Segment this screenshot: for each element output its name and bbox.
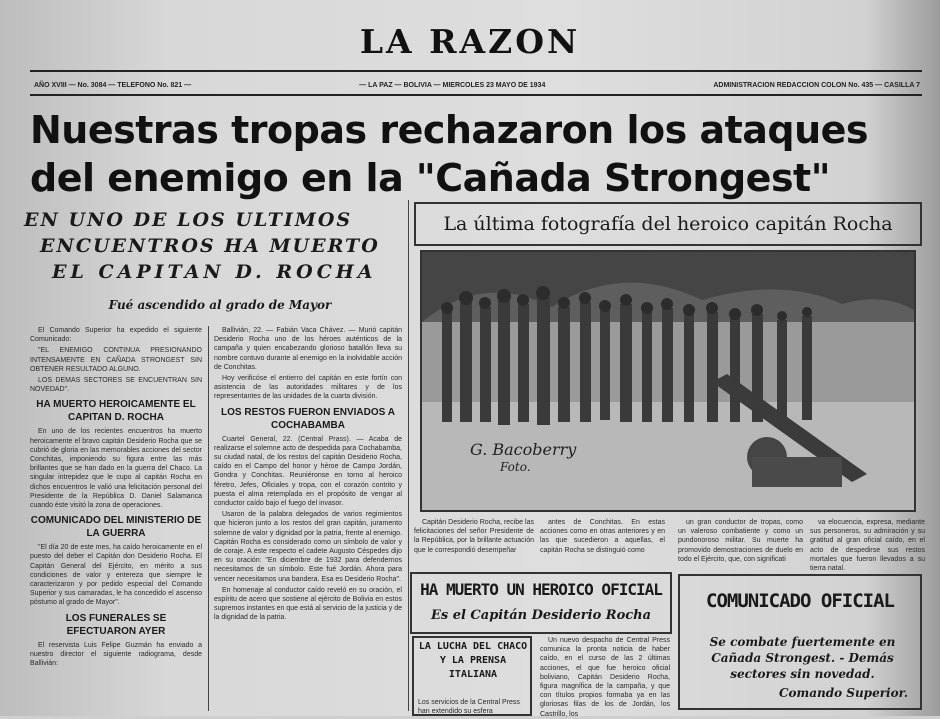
- column-divider: [408, 200, 409, 711]
- chaco-press-title: LA LUCHA DEL CHACO Y LA PRENSA ITALIANA: [418, 641, 528, 680]
- info-bar-right: ADMINISTRACION REDACCION COLON No. 435 — CASILLA 7: [713, 81, 920, 89]
- dispatch-paragraph: Un nuevo despacho de Central Press comunica la pronta noticia de haber caído, en el curso de las 2 últimas acciones, el que fue heroico oficial boliviano, Capitán Desiderio Rocha, figura magnífica de la campaña, y que con títulos propios formaba ya en las gloriosas filas de los de Jordán, los Castrillo, los: [540, 637, 670, 718]
- col1-paragraph: "EL ENEMIGO CONTINUA PRESIONANDO INTENSAMENTE EN CAÑADA STRONGEST SIN OBTENER RESULTADO ALGUNO.: [30, 347, 202, 373]
- chaco-press-text: Los servicios de la Central Press han extendido su esfera: [418, 699, 520, 716]
- photo-text: un gran conductor de tropas, como un valeroso combatiente y como un pundonoroso militar. Su muerte ha promovido demostraciones de duelo en todo el Ejército, que, con significati: [678, 519, 803, 563]
- photo-caption: La última fotografía del heroico capitán Rocha: [443, 213, 893, 235]
- photo-text: Capitán Desiderio Rocha, recibe las felicitaciones del señor Presidente de la República, por la brillante actuación que le correspondió desempeñar: [414, 519, 534, 554]
- col2-paragraph: Cuartel General, 22. (Central Prass). — Acaba de realizarse el solemne acto de despedida para Cochabamba, su ciudad natal, de los restos del capitán Desiderio Rocha, caído en el Campo del honor y héroe de Campo Jordán, Gondra y Conchitas. Reuniéronse en torno al heroico féretro, Jefes, Oficiales y tropa, con el corazón contrito y puesta el alma retemplada en el propósito de vengar al conductor caído bajo el fuego del invasor.: [214, 435, 402, 508]
- col1-paragraph: El Comando Superior ha expedido el siguiente Comunicado:: [30, 327, 202, 344]
- heroic-officer-subtitle: Es el Capitán Desiderio Rocha: [430, 608, 652, 623]
- col1-paragraph: En uno de los recientes encuentros ha muerto heroicamente el bravo capitán Desiderio Rocha que se cubrió de gloria en las memorables acciones del sector Conchitas, imponiendo su figura entre las más brillantes que se han dado en la guerra del Chaco. La singular intrepidez que le cupo al capitán Rocha en dichos encuentros le valió una felicitación personal del Presidente de la República D. Daniel Salamanca cuando éste visitó la zona de operaciones.: [30, 428, 202, 510]
- masthead-title: LA RAZON: [359, 22, 581, 61]
- subhead-line2: ENCUENTROS HA MUERTO: [40, 235, 380, 257]
- official-communique-title: COMUNICADO OFICIAL: [706, 590, 894, 612]
- col1-paragraph: LOS DEMAS SECTORES SE ENCUENTRAN SIN NOVEDAD".: [30, 377, 202, 394]
- subhead-line1: EN UNO DE LOS ULTIMOS: [24, 209, 353, 231]
- article-column-1: [30, 326, 202, 711]
- chaco-press-box: [412, 636, 532, 716]
- col2-paragraph: En homenaje al conductor caído reveló en su oración, el espíritu de acero que sostiene al ejército de Bolivia en estos supremos instantes en que está al servicio de la justicia y de la dignidad de la patria.: [214, 586, 402, 622]
- photo-text-col3: [678, 518, 803, 568]
- photo-caption-box: [414, 202, 922, 246]
- official-communique-text: Se combate fuertemente en Cañada Strongest. - Demás sectores sin novedad.: [709, 635, 896, 681]
- ascended-note: Fué ascendido al grado de Mayor: [108, 298, 332, 312]
- info-bar-center: — LA PAZ — BOLIVIA — MIERCOLES 23 MAYO DE 1934: [359, 81, 546, 89]
- masthead-rule-top: [30, 70, 922, 72]
- main-headline-line2: del enemigo en la "Cañada Strongest": [30, 156, 831, 200]
- photo-text-col4: [810, 518, 925, 573]
- info-bar-left: AÑO XVIII — No. 3084 — TELEFONO No. 821 —: [34, 81, 192, 89]
- col1-section-heading: COMUNICADO DEL MINISTERIO DE LA GUERRA: [30, 515, 202, 540]
- subhead-line3: EL CAPITAN D. ROCHA: [52, 261, 377, 283]
- photo-credit: G. Bacoberry: [470, 440, 577, 459]
- col2-paragraph: Usaron de la palabra delegados de varios regimientos que hicieron junto a los restos del gran capitán, juramento solemne de valor y dignidad por la patria, frente al enemigo. Capitán Rocha es considerado como un símbolo de valor y de coraje. A este respecto el cadete Augusto Céspedes dijo en su oración: "En diciembre de 1932 para defendernos necesitamos de un símbolo. Este fué Jordán. Ahora para vencer necesitamos una bandera. Esa es Desiderio Rocha".: [214, 511, 402, 583]
- heroic-officer-title: HA MUERTO UN HEROICO OFICIAL: [420, 580, 662, 599]
- col2-paragraph: Hoy verificóse el entierro del capitán en este fortín con asistencia de las autoridades militares y de los representantes de las unidades de la cuarta división.: [214, 375, 402, 401]
- dispatch-text: [540, 636, 670, 718]
- masthead-rule-bottom: [30, 94, 922, 96]
- col1-section-heading: LOS FUNERALES SE EFECTUARON AYER: [65, 612, 167, 637]
- official-communique-box: [678, 574, 922, 710]
- photo-credit-label: Foto.: [500, 460, 531, 474]
- col1-paragraph: El reservista Luis Felipe Guzmán ha enviado a nuestro director el siguiente radiograma, desde Ballivián:: [30, 641, 202, 668]
- photo-text: va elocuencia, expresa, mediante sus personeros, su admiración y su gratitud al gran oficial caído, en el acto de despedirse sus restos mortales que fueron llevados a su tierra natal.: [810, 519, 925, 573]
- photo-text-col2: [540, 518, 665, 568]
- info-bar: [34, 79, 920, 91]
- col2-paragraph: Ballivián, 22. — Fabián Vaca Chávez. — Murió capitán Desiderio Rocha uno de los héroes auténticos de la campaña y quien encabezando glorioso batallón lleva su nombre contuvo durante al enemigo en la inolvidable acción de Conchitas.: [214, 327, 402, 371]
- col1-section-heading: HA MUERTO HEROICAMENTE EL CAPITAN D. ROCHA: [36, 399, 196, 424]
- official-communique-signature: Comando Superior.: [778, 686, 908, 700]
- col1-paragraph: "El día 20 de este mes, ha caído heroicamente en el puesto del deber el Capitán don Desiderio Rocha. El Capitán General del Ejército, en mérito a sus condiciones de valor y entereza que siempre le caracterizaron y por pedido especial del Comando Superior y sus camaradas, le ha concedido el ascenso póstumo al grado de Mayor".: [30, 544, 202, 607]
- article-column-2: [214, 326, 402, 711]
- main-headline-line1: Nuestras tropas rechazaron los ataques: [30, 108, 869, 152]
- column-divider: [208, 326, 209, 711]
- col2-section-heading: LOS RESTOS FUERON ENVIADOS A COCHABAMBA: [221, 406, 395, 431]
- photo-text-col1: [414, 518, 534, 568]
- photo-text: antes de Conchitas. En estas acciones como en otras anteriores y en las que sucedieron a aquellas, el capitán Rocha se distinguió como: [540, 519, 665, 554]
- historic-photograph: [420, 250, 916, 512]
- heroic-officer-box: [410, 572, 672, 634]
- photo-scene: [422, 252, 914, 510]
